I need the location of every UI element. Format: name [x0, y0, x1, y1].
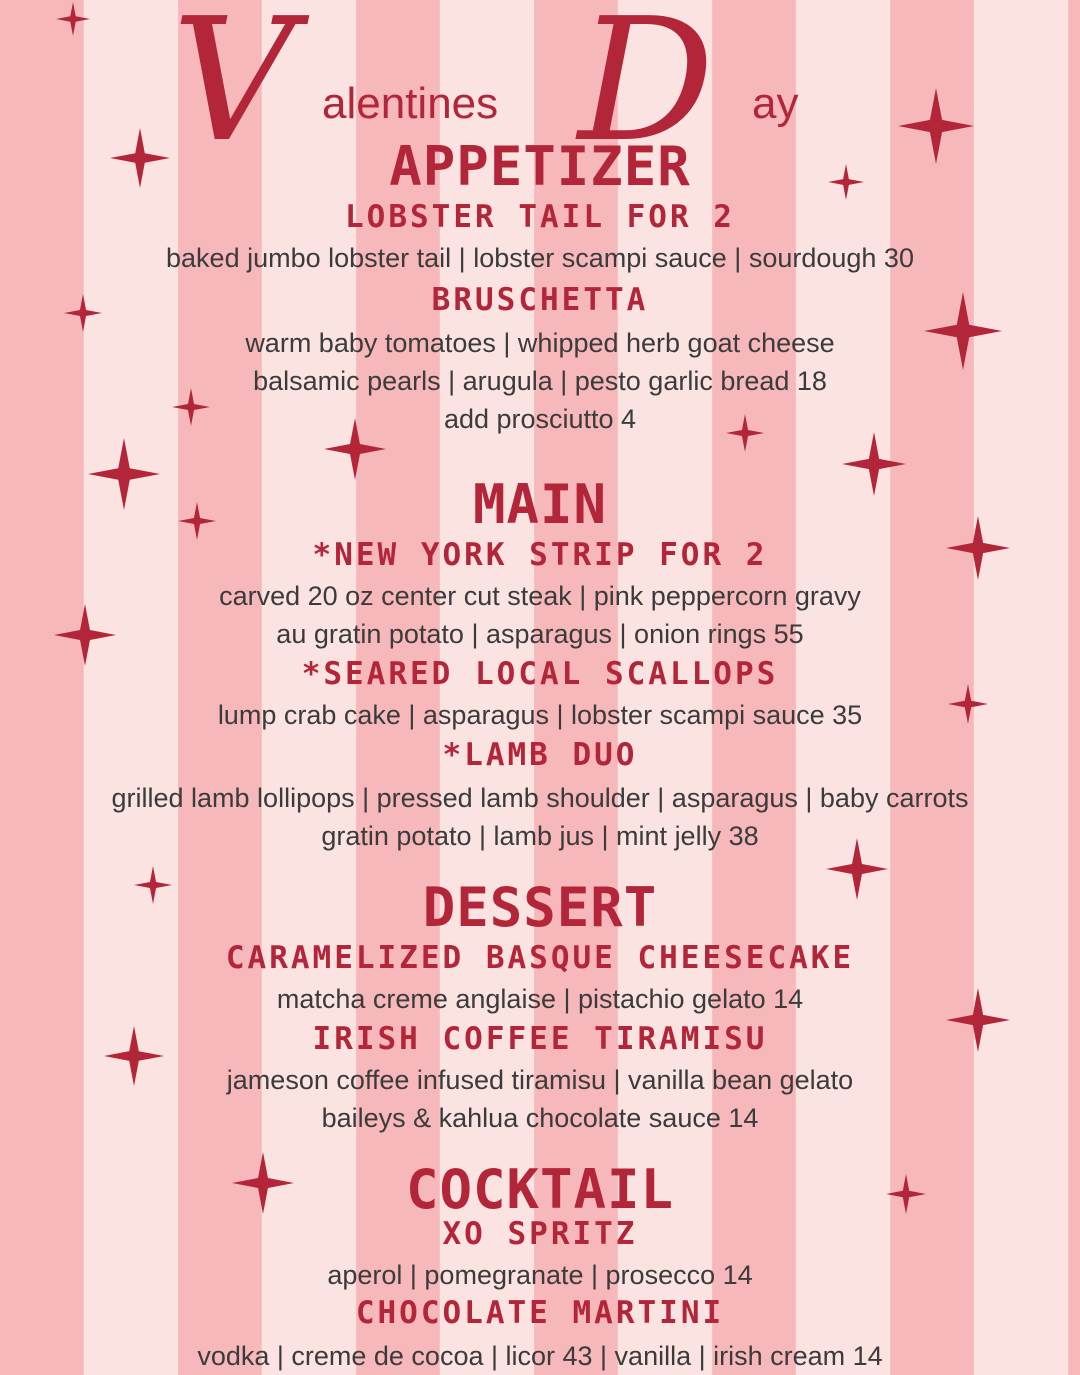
item-description-line: warm baby tomatoes | whipped herb goat cheese [245, 328, 835, 358]
title-word-ay: ay [752, 79, 799, 128]
title-letter-v: V [172, 0, 295, 180]
item-name: XO SPRITZ [442, 1216, 638, 1252]
four-point-star-icon [946, 516, 1010, 580]
item-name: LOBSTER TAIL FOR 2 [345, 199, 735, 235]
section-heading-dessert: DESSERT [422, 876, 658, 939]
four-point-star-icon [88, 438, 160, 510]
item-description-line: aperol | pomegranate | prosecco 14 [327, 1260, 753, 1290]
item-name: CARAMELIZED BASQUE CHEESECAKE [225, 940, 855, 976]
four-point-star-icon [898, 88, 974, 164]
item-description-line: gratin potato | lamb jus | mint jelly 38 [321, 821, 759, 851]
title-word-alentines: alentines [322, 79, 499, 128]
item-name: *SEARED LOCAL SCALLOPS [301, 656, 779, 692]
section-heading-main: MAIN [472, 473, 608, 536]
four-point-star-icon [324, 418, 386, 480]
item-description-line: matcha creme anglaise | pistachio gelato 14 [276, 984, 804, 1014]
item-description-line: au gratin potato | asparagus | onion rings 55 [276, 619, 804, 649]
item-name: BRUSCHETTA [431, 282, 649, 318]
four-point-star-icon [886, 1174, 926, 1214]
four-point-star-icon [946, 988, 1010, 1052]
four-point-star-icon [828, 164, 864, 200]
four-point-star-icon [134, 866, 172, 904]
four-point-star-icon [726, 414, 764, 452]
item-description-line: balsamic pearls | arugula | pesto garlic bread 18 [253, 366, 827, 396]
four-point-star-icon [110, 128, 170, 188]
item-description-line: jameson coffee infused tiramisu | vanilla bean gelato [226, 1065, 854, 1095]
four-point-star-icon [172, 388, 210, 426]
section-heading-cocktail: COCKTAIL [405, 1158, 675, 1221]
item-description-line: add prosciutto 4 [443, 404, 637, 434]
item-description-line: baked jumbo lobster tail | lobster scampi sauce | sourdough 30 [166, 243, 914, 273]
four-point-star-icon [924, 292, 1002, 370]
item-name: *LAMB DUO [442, 737, 638, 773]
item-description-line: vodka | creme de cocoa | licor 43 | vanilla | irish cream 14 [197, 1341, 883, 1371]
four-point-star-icon [826, 838, 888, 900]
four-point-star-icon [104, 1026, 164, 1086]
item-description-line: lump crab cake | asparagus | lobster scampi sauce 35 [217, 700, 863, 730]
item-name: IRISH COFFEE TIRAMISU [312, 1021, 768, 1057]
item-name: *NEW YORK STRIP FOR 2 [312, 537, 768, 573]
title-letter-d: D [578, 0, 715, 180]
four-point-star-icon [178, 502, 216, 540]
four-point-star-icon [56, 2, 90, 36]
four-point-star-icon [54, 604, 116, 666]
item-description-line: carved 20 oz center cut steak | pink peppercorn gravy [219, 581, 861, 611]
four-point-star-icon [64, 294, 102, 332]
item-description-line: grilled lamb lollipops | pressed lamb shoulder | asparagus | baby carrots [111, 783, 969, 813]
section-heading-appetizer: APPETIZER [389, 135, 691, 198]
item-name: CHOCOLATE MARTINI [355, 1295, 725, 1331]
four-point-star-icon [232, 1152, 294, 1214]
item-description-line: baileys & kahlua chocolate sauce 14 [321, 1103, 759, 1133]
four-point-star-icon [948, 684, 988, 724]
four-point-star-icon [842, 432, 906, 496]
